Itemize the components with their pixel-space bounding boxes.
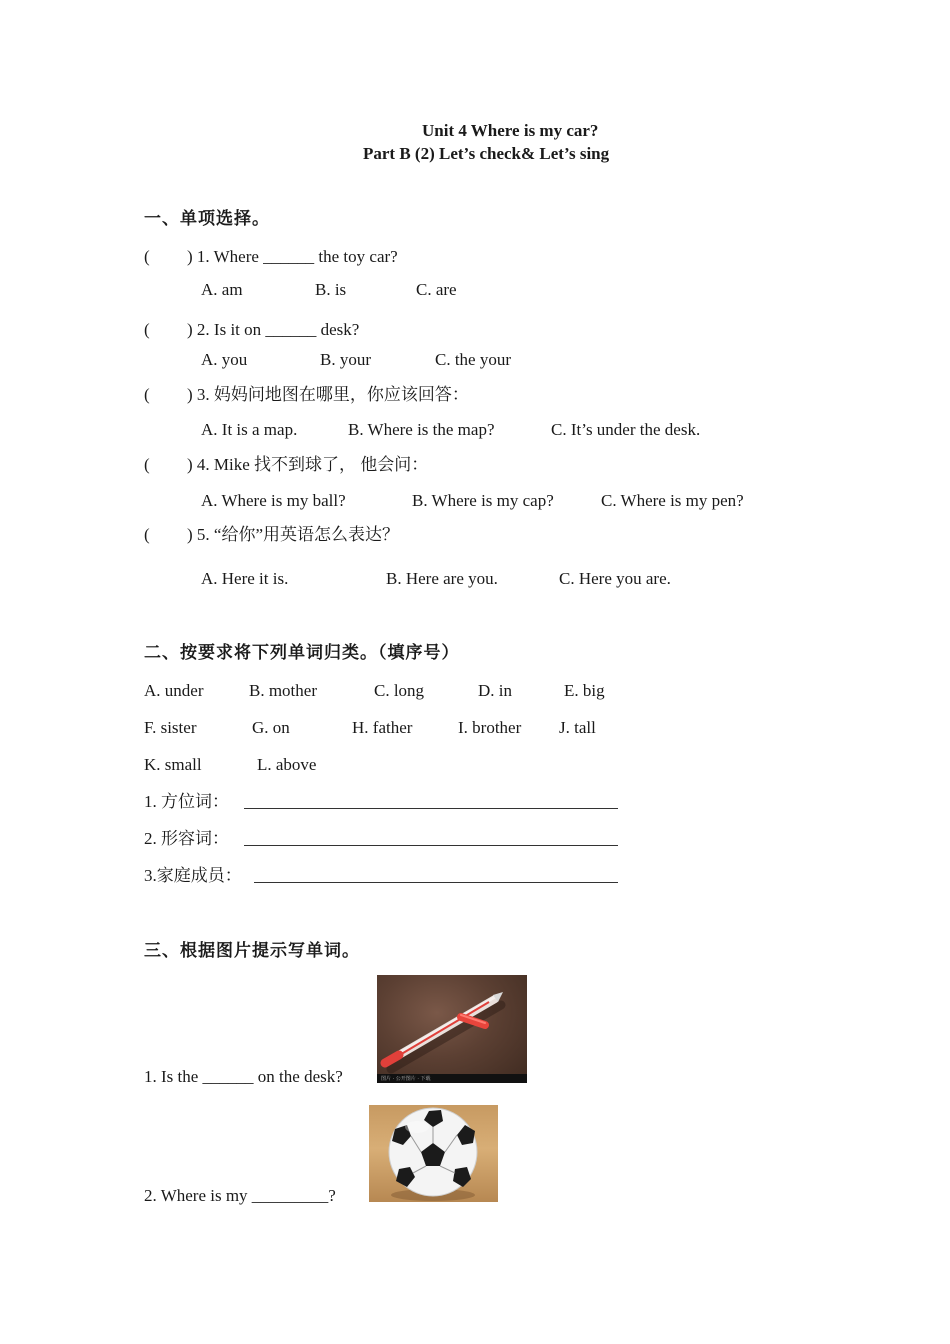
word-item: H. father [352, 718, 413, 737]
picture-question-2: 2. Where is my _________? [144, 1186, 336, 1205]
option-b: B. Where is the map? [348, 420, 495, 439]
question-stem: ) 3. 妈妈问地图在哪里，你应该回答： [187, 385, 469, 404]
option-b: B. is [315, 280, 347, 299]
option-c: C. Where is my pen? [601, 491, 744, 510]
option-b: B. Where is my cap? [412, 491, 554, 510]
word-item: L. above [257, 755, 317, 774]
word-item: E. big [564, 681, 605, 700]
caption-strip [377, 1074, 527, 1083]
option-c: C. Here you are. [559, 569, 671, 588]
title-line-1: Unit 4 Where is my car? [422, 121, 599, 140]
answer-paren[interactable]: ( [144, 247, 150, 266]
option-c: C. are [416, 280, 457, 299]
answer-line[interactable] [254, 882, 618, 883]
pen-icon [377, 975, 527, 1083]
answer-line[interactable] [244, 845, 618, 846]
category-label: 1. 方位词： [144, 792, 229, 811]
word-item: B. mother [249, 681, 317, 700]
option-a: A. am [201, 280, 243, 299]
football-icon [369, 1105, 498, 1202]
answer-paren[interactable]: ( [144, 385, 150, 404]
pen-picture [377, 975, 527, 1083]
option-a: A. It is a map. [201, 420, 298, 439]
pen-caption: 图片 · 公开图片 · 下载 [381, 1076, 431, 1082]
section1-heading: 一、单项选择。 [144, 209, 270, 228]
option-c: C. the your [435, 350, 512, 369]
option-b: B. Here are you. [386, 569, 498, 588]
word-item: K. small [144, 755, 202, 774]
option-a: A. Here it is. [201, 569, 289, 588]
football-picture [369, 1105, 498, 1202]
answer-paren[interactable]: ( [144, 455, 150, 474]
question-stem: ) 2. Is it on ______ desk? [187, 320, 360, 339]
category-label: 2. 形容词： [144, 829, 229, 848]
question-stem: ) 4. Mike 找不到球了， 他会问： [187, 455, 429, 474]
word-item: J. tall [559, 718, 596, 737]
answer-line[interactable] [244, 808, 618, 809]
option-b: B. your [320, 350, 371, 369]
category-label: 3.家庭成员： [144, 866, 242, 885]
word-item: D. in [478, 681, 512, 700]
question-stem: ) 1. Where ______ the toy car? [187, 247, 398, 266]
option-a: A. you [201, 350, 248, 369]
section3-heading: 三、根据图片提示写单词。 [144, 941, 360, 960]
word-item: A. under [144, 681, 204, 700]
word-item: I. brother [458, 718, 522, 737]
option-c: C. It’s under the desk. [551, 420, 701, 439]
answer-paren[interactable]: ( [144, 525, 150, 544]
section2-heading: 二、按要求将下列单词归类。（填序号） [144, 643, 460, 662]
word-item: G. on [252, 718, 290, 737]
picture-question-1: 1. Is the ______ on the desk? [144, 1067, 343, 1086]
word-item: F. sister [144, 718, 197, 737]
question-stem: ) 5. “给你”用英语怎么表达？ [187, 525, 400, 544]
answer-paren[interactable]: ( [144, 320, 150, 339]
option-a: A. Where is my ball? [201, 491, 346, 510]
word-item: C. long [374, 681, 425, 700]
title-line-2: Part B (2) Let’s check& Let’s sing [363, 144, 610, 163]
